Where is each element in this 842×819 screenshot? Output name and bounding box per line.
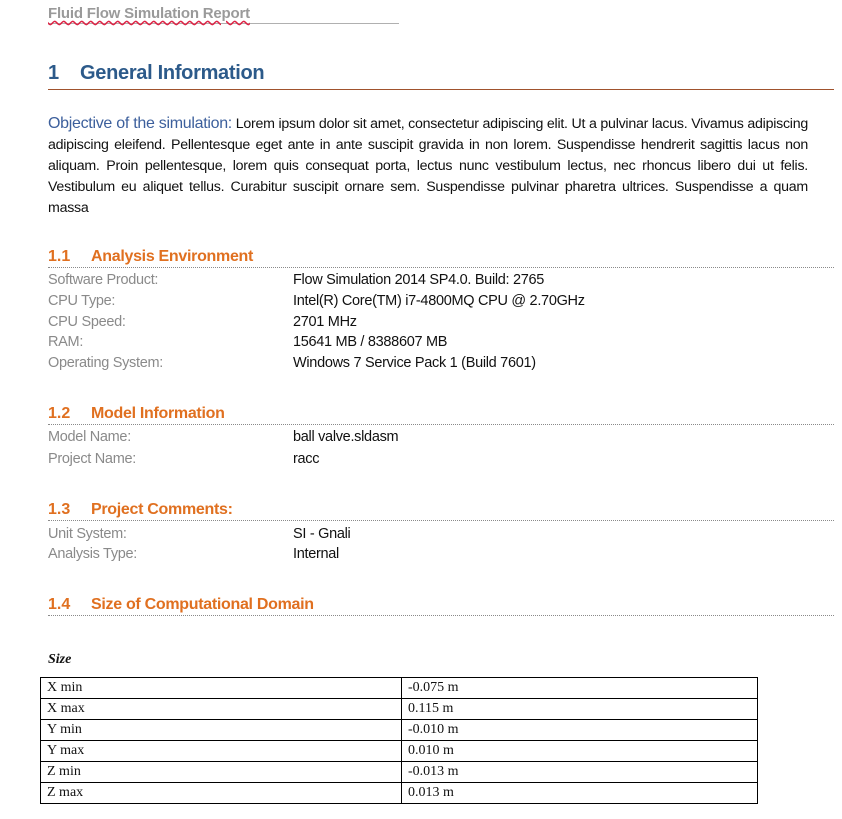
table-row — [41, 741, 758, 762]
info-row-project-name — [48, 450, 834, 471]
info-row-analysis-type — [48, 545, 834, 566]
info-value: 15641 MB / 8388607 MB — [293, 334, 448, 350]
objective-text: Lorem ipsum dolor sit amet, consectetur adipiscing elit. Ut a pulvinar lacus. Vivamus adipiscing adipiscing eleifend. Pellentesque eget ante in ante suscipit gravida in non lorem. Suspendisse hendrerit sagittis lacus non aliquam. Proin pellentesque, lorem quis consequat porta, lectus nunc vestibulum lectus, nec rhoncus libero dui ut felis. Vestibulum eu aliquet tellus. Curabitur suscipit ornare sem. Suspendisse pulvinar pharetra ultrices. Suspendisse a quam massa — [48, 116, 808, 216]
section-number: 1 — [48, 62, 60, 84]
info-row-cpu-speed — [48, 313, 834, 334]
info-label: Project Name: — [48, 451, 136, 467]
document-header — [48, 5, 399, 24]
info-row-unit-system — [48, 525, 834, 546]
table-cell-label: Y min — [41, 720, 402, 741]
info-value: SI - Gnali — [293, 526, 351, 542]
subsection-title: Project Comments: — [91, 501, 233, 518]
subsection-heading-project-comments — [48, 501, 834, 521]
info-label: CPU Type: — [48, 293, 116, 309]
info-label: RAM: — [48, 334, 84, 350]
table-cell-label: Y max — [41, 741, 402, 762]
info-label: Operating System: — [48, 355, 163, 371]
info-value: Flow Simulation 2014 SP4.0. Build: 2765 — [293, 272, 545, 288]
table-cell-label: X min — [41, 678, 402, 699]
info-label: CPU Speed: — [48, 314, 126, 330]
info-value: racc — [293, 451, 320, 467]
table-row — [41, 699, 758, 720]
info-value: 2701 MHz — [293, 314, 357, 330]
subsection-number: 1.2 — [48, 405, 71, 422]
info-label: Analysis Type: — [48, 546, 138, 562]
info-row-cpu-type — [48, 292, 834, 313]
info-row-ram — [48, 333, 834, 354]
table-cell-value: -0.075 m — [402, 678, 758, 699]
table-cell-value: 0.115 m — [402, 699, 758, 720]
table-row — [41, 678, 758, 699]
info-label: Software Product: — [48, 272, 159, 288]
objective-paragraph — [48, 113, 808, 219]
subsection-heading-computational-domain — [48, 596, 834, 616]
subsection-heading-analysis-environment — [48, 248, 834, 268]
domain-size-table — [40, 677, 758, 804]
section-title: General Information — [80, 62, 265, 84]
table-cell-label: X max — [41, 699, 402, 720]
table-row — [41, 762, 758, 783]
info-value: Intel(R) Core(TM) i7-4800MQ CPU @ 2.70GHz — [293, 293, 585, 309]
table-caption: Size — [48, 652, 72, 667]
info-label: Model Name: — [48, 429, 131, 445]
subsection-title: Analysis Environment — [91, 248, 254, 265]
subsection-number: 1.4 — [48, 596, 71, 613]
table-cell-value: -0.013 m — [402, 762, 758, 783]
subsection-title: Size of Computational Domain — [91, 596, 314, 613]
section-heading-general-information — [48, 62, 834, 90]
table-cell-label: Z min — [41, 762, 402, 783]
table-cell-label: Z max — [41, 783, 402, 804]
info-value: Internal — [293, 546, 339, 562]
info-row-operating-system — [48, 354, 834, 375]
info-row-model-name — [48, 428, 834, 449]
subsection-number: 1.3 — [48, 501, 71, 518]
info-value: ball valve.sldasm — [293, 429, 399, 445]
table-row — [41, 720, 758, 741]
document-header-title: Fluid Flow Simulation Report — [48, 5, 250, 22]
info-value: Windows 7 Service Pack 1 (Build 7601) — [293, 355, 536, 371]
info-row-software-product — [48, 271, 834, 292]
table-cell-value: 0.010 m — [402, 741, 758, 762]
table-row — [41, 783, 758, 804]
info-label: Unit System: — [48, 526, 127, 542]
subsection-title: Model Information — [91, 405, 225, 422]
objective-label: Objective of the simulation: — [48, 115, 232, 132]
table-cell-value: 0.013 m — [402, 783, 758, 804]
table-cell-value: -0.010 m — [402, 720, 758, 741]
subsection-number: 1.1 — [48, 248, 71, 265]
subsection-heading-model-information — [48, 405, 834, 425]
